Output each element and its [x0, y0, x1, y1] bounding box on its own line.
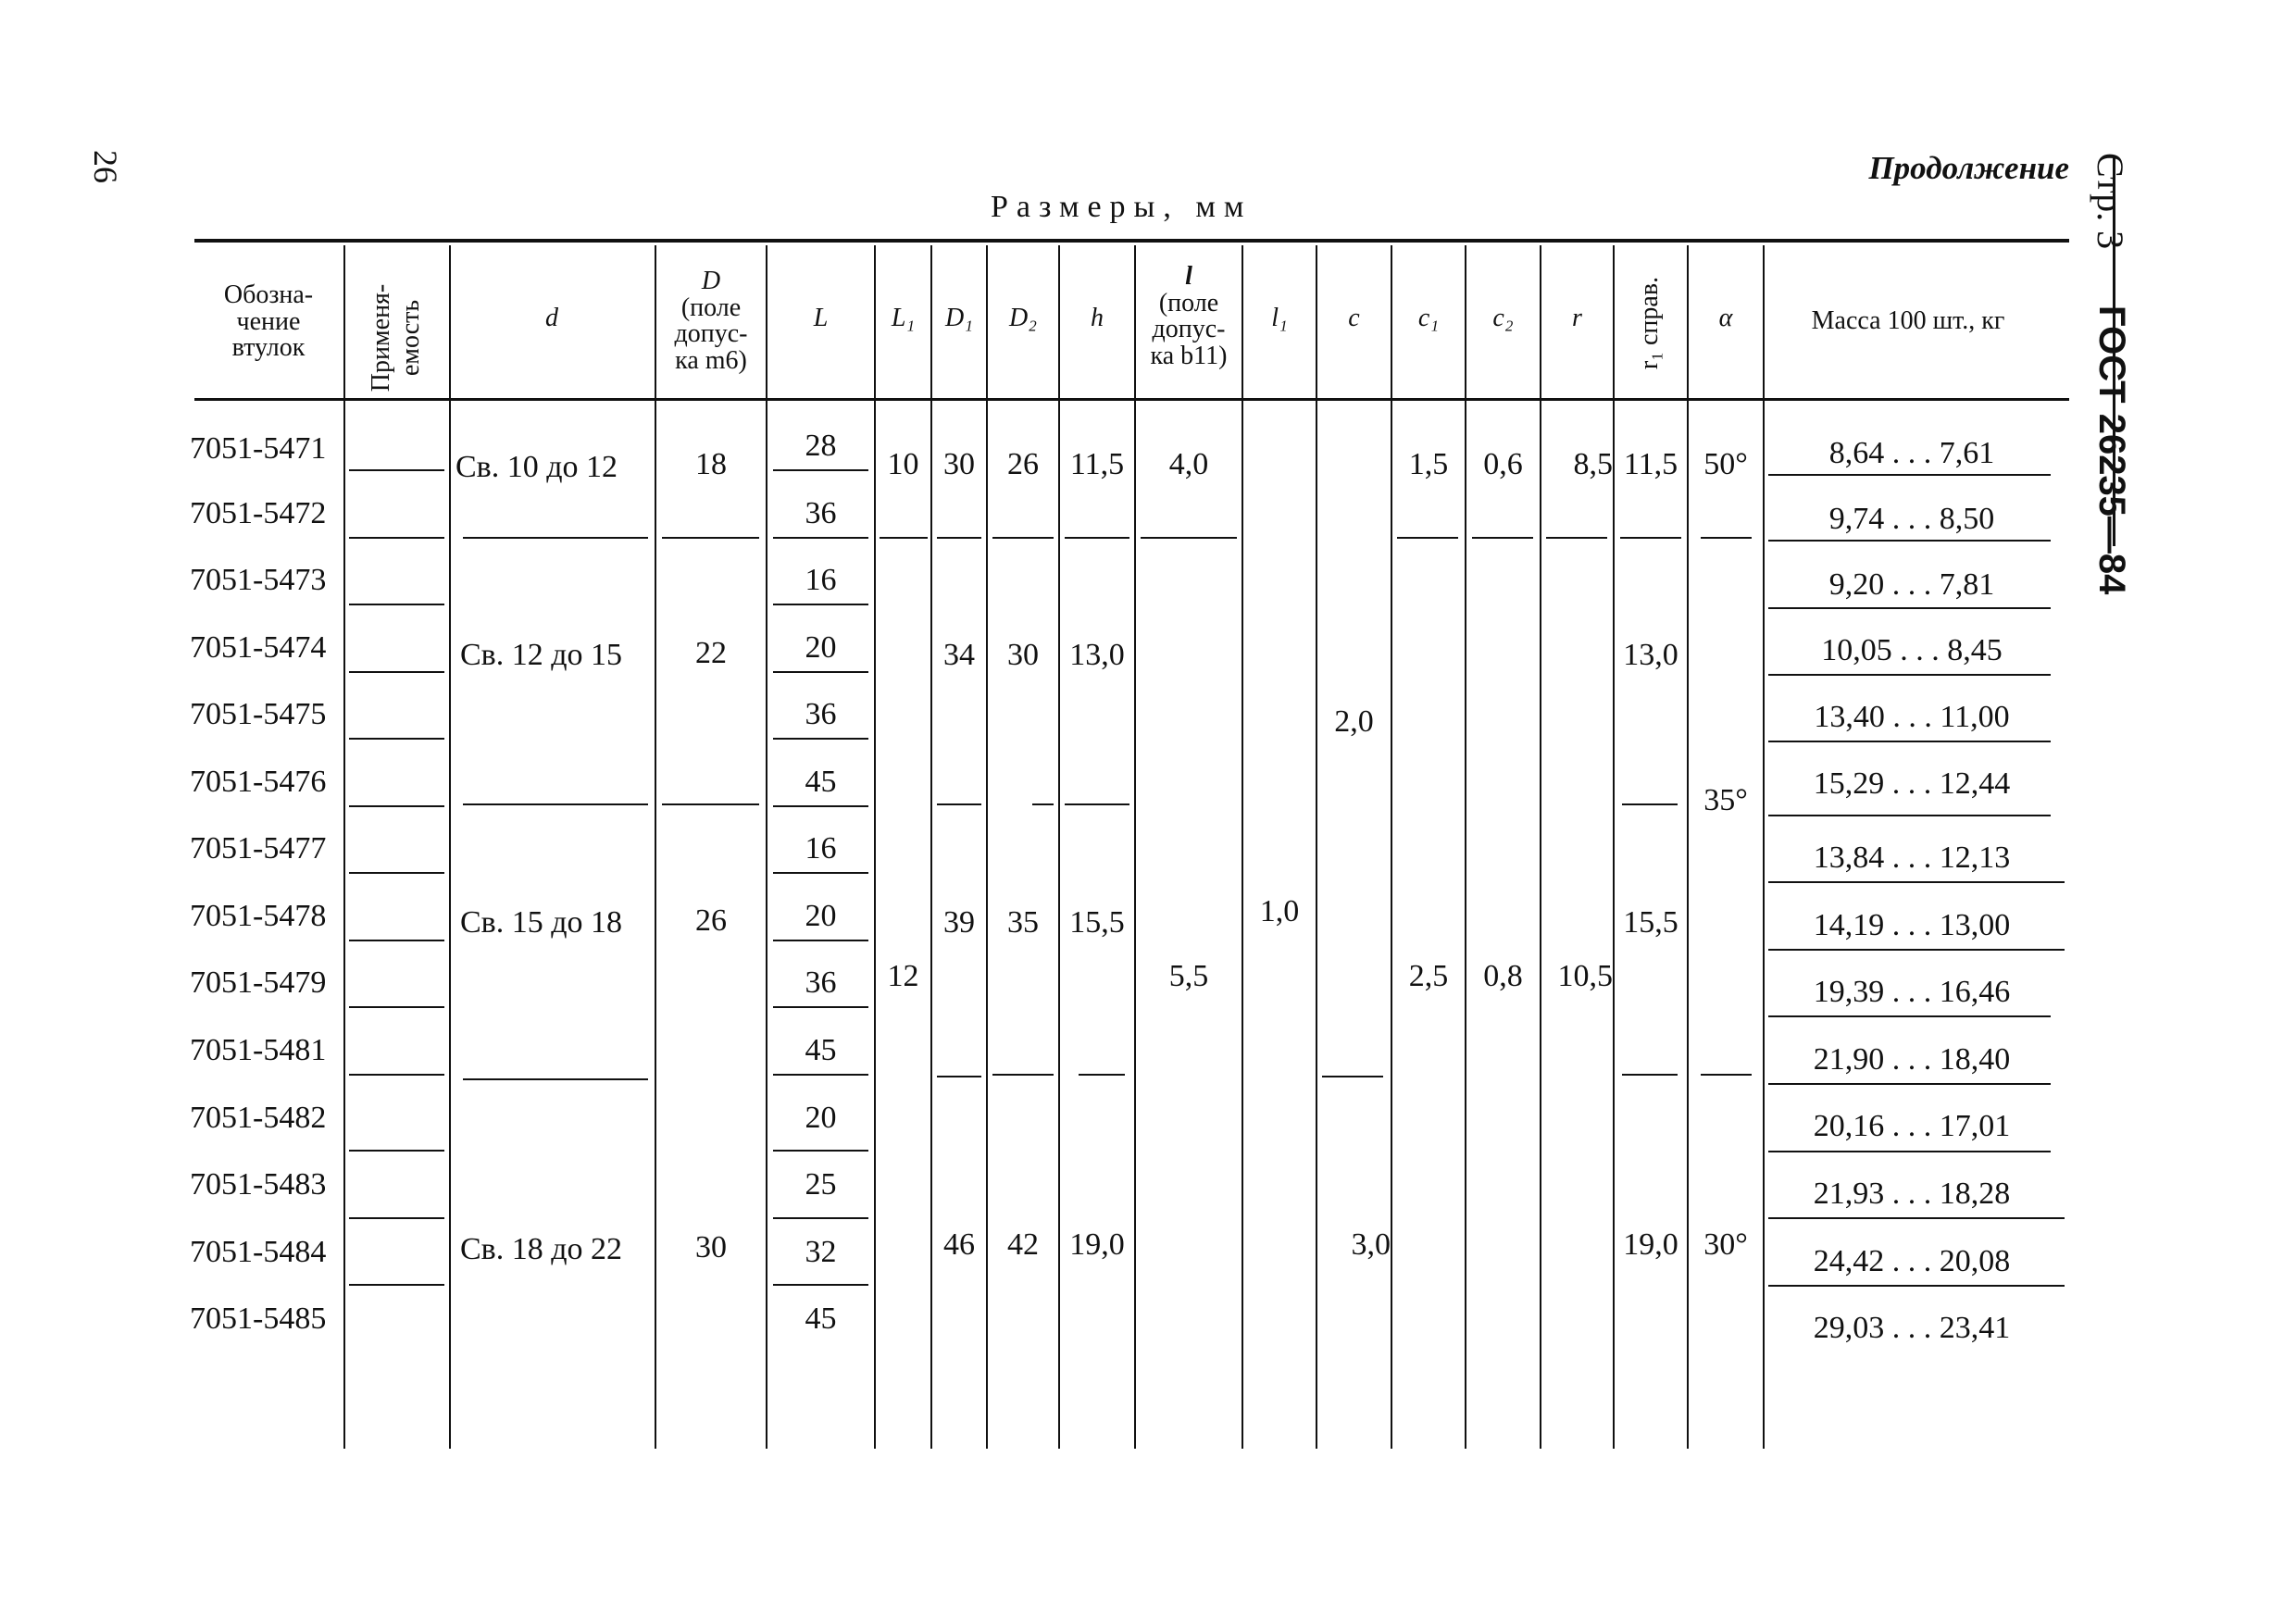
- c1-value: 1,5: [1408, 447, 1449, 481]
- header-l1: l₁: [1271, 304, 1288, 332]
- L-value: 20: [805, 899, 837, 933]
- r1-rule: [1620, 537, 1681, 539]
- designation-cell: 7051-5477: [190, 831, 327, 866]
- mass-value: 24,42 . . . 20,08: [1813, 1244, 2011, 1278]
- c2-value: 0,8: [1483, 959, 1523, 993]
- header-alpha: α: [1718, 304, 1733, 332]
- l1-value: 1,0: [1259, 894, 1300, 928]
- r1-rule: [1622, 803, 1678, 805]
- c2-value: 0,6: [1483, 447, 1523, 481]
- D2-value: 30: [1007, 638, 1039, 672]
- d-group: Св. 12 до 15: [460, 638, 623, 672]
- designation-cell: 7051-5474: [190, 630, 327, 665]
- r-rule: [1546, 537, 1607, 539]
- d-group-rule: [463, 537, 648, 539]
- designation-cell: 7051-5475: [190, 697, 327, 731]
- d-group-rule: [463, 803, 648, 805]
- r1-rule: [1622, 1074, 1678, 1076]
- L-value: 32: [805, 1235, 837, 1269]
- header-applicability: Применя- емость: [367, 283, 425, 392]
- c1-rule: [1397, 537, 1458, 539]
- header-l: [1136, 264, 1242, 369]
- c-value: 3,0: [1351, 1227, 1391, 1262]
- c1-value: 2,5: [1408, 959, 1449, 993]
- header-L1: L₁: [891, 304, 916, 332]
- header-mass: Масса 100 шт., кг: [1811, 306, 2005, 335]
- header-D: [656, 268, 766, 374]
- L-value: 36: [805, 965, 837, 1000]
- designation-cell: 7051-5482: [190, 1101, 327, 1135]
- table-top-rule: [194, 239, 2069, 243]
- D1-rule: [937, 803, 981, 805]
- h-rule: [1065, 803, 1129, 805]
- alpha-value: 35°: [1703, 783, 1748, 817]
- D1-value: 30: [943, 447, 975, 481]
- D1-rule: [937, 537, 981, 539]
- h-value: 11,5: [1069, 447, 1125, 481]
- header-d: d: [545, 304, 558, 332]
- D1-value: 39: [943, 905, 975, 940]
- c-rule: [1322, 1076, 1383, 1077]
- L-value: 20: [805, 1101, 837, 1135]
- mass-value: 14,19 . . . 13,00: [1813, 908, 2011, 942]
- L1-rule: [880, 537, 928, 539]
- h-value: 15,5: [1069, 905, 1125, 940]
- alpha-rule: [1701, 1074, 1752, 1076]
- header-D-note: (поле допус- ка m6): [674, 293, 748, 375]
- designation-cell: 7051-5483: [190, 1167, 327, 1202]
- L-value: 36: [805, 697, 837, 731]
- mass-value: 20,16 . . . 17,01: [1813, 1109, 2011, 1143]
- designation-cell: 7051-5472: [190, 496, 327, 530]
- header-L: L: [813, 304, 829, 332]
- L-value: 45: [805, 765, 837, 799]
- designation-cell: 7051-5471: [190, 431, 327, 466]
- continuation-label: Продолжение: [1868, 150, 2069, 186]
- c-value: 2,0: [1334, 704, 1374, 739]
- d-group: Св. 10 до 12: [455, 450, 618, 484]
- r1-value: 19,0: [1623, 1227, 1678, 1262]
- D1-rule: [937, 1076, 981, 1077]
- designation-cell: 7051-5476: [190, 765, 327, 799]
- L-value: 25: [805, 1167, 837, 1202]
- sizes-caption: Размеры, мм: [991, 190, 1253, 224]
- header-c2: c₂: [1492, 304, 1514, 332]
- l-value: 4,0: [1168, 447, 1209, 481]
- L-value: 16: [805, 563, 837, 597]
- D-value: 30: [695, 1230, 727, 1264]
- mass-value: 9,74 . . . 8,50: [1828, 502, 1995, 536]
- mass-value: 9,20 . . . 7,81: [1828, 567, 1995, 602]
- alpha-value: 50°: [1703, 447, 1748, 481]
- mass-value: 21,93 . . . 18,28: [1813, 1177, 2011, 1211]
- D1-value: 46: [943, 1227, 975, 1262]
- L1-value: 12: [887, 959, 919, 993]
- mass-value: 8,64 . . . 7,61: [1828, 436, 1995, 470]
- side-page-label: Стр. 3: [2090, 153, 2131, 250]
- h-rule: [1065, 537, 1129, 539]
- mass-value: 10,05 . . . 8,45: [1821, 633, 2003, 667]
- h-rule: [1079, 1074, 1125, 1076]
- D2-value: 42: [1007, 1227, 1039, 1262]
- r1-value: 13,0: [1623, 638, 1678, 672]
- alpha-rule: [1701, 537, 1752, 539]
- d-group-rule: [463, 1078, 648, 1080]
- mass-value: 13,84 . . . 12,13: [1813, 841, 2011, 875]
- designation-cell: 7051-5481: [190, 1033, 327, 1067]
- header-c: c: [1348, 304, 1360, 332]
- header-D-letter: D: [701, 267, 721, 295]
- d-group: Св. 18 до 22: [460, 1232, 623, 1266]
- D2-rule: [992, 537, 1054, 539]
- header-D2: D₂: [1009, 304, 1037, 332]
- D-rule: [662, 537, 759, 539]
- L-value: 45: [805, 1033, 837, 1067]
- header-l-note: (поле допус- ка b11): [1150, 288, 1228, 370]
- designation-cell: 7051-5478: [190, 899, 327, 933]
- header-designation: Обозна- чение втулок: [223, 280, 314, 363]
- designation-cell: 7051-5479: [190, 965, 327, 1000]
- D-rule: [662, 803, 759, 805]
- L1-value: 10: [887, 447, 919, 481]
- L-value: 16: [805, 831, 837, 866]
- mass-value: 19,39 . . . 16,46: [1813, 975, 2011, 1009]
- l-value: 5,5: [1168, 959, 1209, 993]
- L-value: 20: [805, 630, 837, 665]
- D1-value: 34: [943, 638, 975, 672]
- header-r1: r₁ справ.: [1635, 276, 1664, 370]
- r1-value: 15,5: [1623, 905, 1678, 940]
- D-value: 26: [695, 903, 727, 938]
- header-r: r: [1572, 304, 1582, 332]
- D-value: 22: [695, 636, 727, 670]
- L-value: 36: [805, 496, 837, 530]
- c2-rule: [1472, 537, 1533, 539]
- side-standard-label: ГОСТ 26235—84: [2091, 305, 2132, 595]
- l-rule: [1141, 537, 1237, 539]
- header-D1: D₁: [945, 304, 973, 332]
- D2-value: 26: [1007, 447, 1039, 481]
- r-value: 10,5: [1557, 959, 1613, 993]
- d-group: Св. 15 до 18: [460, 905, 623, 940]
- alpha-value: 30°: [1703, 1227, 1748, 1262]
- mass-value: 13,40 . . . 11,00: [1814, 700, 2010, 734]
- L-value: 45: [805, 1301, 837, 1336]
- designation-cell: 7051-5473: [190, 563, 327, 597]
- r1-value: 11,5: [1623, 447, 1678, 481]
- mass-value: 21,90 . . . 18,40: [1813, 1042, 2011, 1077]
- D-value: 18: [695, 447, 727, 481]
- h-value: 19,0: [1069, 1227, 1125, 1262]
- header-h: h: [1091, 304, 1104, 332]
- h-value: 13,0: [1069, 638, 1125, 672]
- mass-value: 29,03 . . . 23,41: [1813, 1311, 2011, 1345]
- header-bottom-rule: [194, 398, 2069, 401]
- D2-value: 35: [1007, 905, 1039, 940]
- designation-cell: 7051-5484: [190, 1235, 327, 1269]
- D2-rule: [992, 1074, 1054, 1076]
- L-value: 28: [805, 429, 837, 463]
- page-number: 26: [87, 150, 124, 183]
- designation-cell: 7051-5485: [190, 1301, 327, 1336]
- D2-rule: [1032, 803, 1054, 805]
- header-c1: c₁: [1417, 304, 1440, 332]
- mass-value: 15,29 . . . 12,44: [1813, 766, 2011, 801]
- header-l-letter: l: [1185, 262, 1192, 291]
- r-value: 8,5: [1573, 447, 1613, 481]
